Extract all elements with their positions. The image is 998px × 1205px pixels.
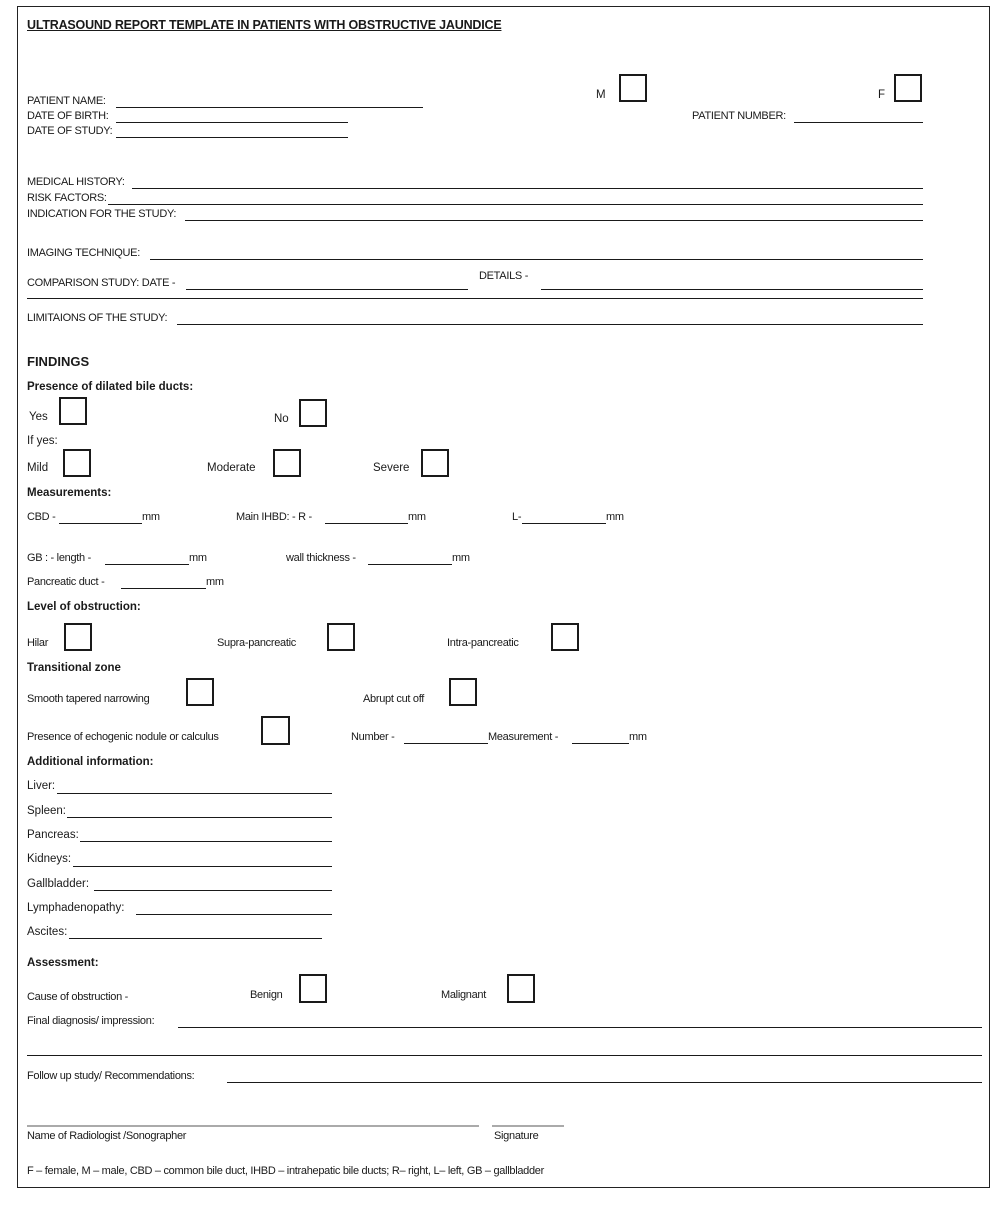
wall-thickness-field[interactable] bbox=[368, 564, 452, 565]
patient-name-field[interactable] bbox=[116, 107, 423, 108]
sex-male-checkbox[interactable] bbox=[619, 74, 647, 102]
ihbd-right-field[interactable] bbox=[325, 523, 408, 524]
gb-length-unit: mm bbox=[189, 552, 207, 564]
severity-severe-label: Severe bbox=[373, 462, 410, 474]
risk-factors-field[interactable] bbox=[108, 204, 923, 205]
ascites-label: Ascites: bbox=[27, 926, 68, 938]
indication-field[interactable] bbox=[185, 220, 923, 221]
malignant-label: Malignant bbox=[441, 989, 486, 1001]
date-of-birth-label: DATE OF BIRTH: bbox=[27, 110, 109, 122]
cbd-field[interactable] bbox=[59, 523, 142, 524]
comparison-date-field[interactable] bbox=[186, 289, 468, 290]
radiologist-name-field[interactable] bbox=[27, 1125, 479, 1127]
imaging-technique-label: IMAGING TECHNIQUE: bbox=[27, 247, 140, 259]
severity-moderate-checkbox[interactable] bbox=[273, 449, 301, 477]
ihbd-left-field[interactable] bbox=[522, 523, 606, 524]
spleen-label: Spleen: bbox=[27, 805, 67, 817]
ihbd-left-unit: mm bbox=[606, 511, 624, 523]
kidneys-field[interactable] bbox=[73, 866, 332, 867]
nodule-measurement-unit: mm bbox=[629, 731, 647, 743]
pancreatic-duct-field[interactable] bbox=[121, 588, 206, 589]
final-diagnosis-label: Final diagnosis/ impression: bbox=[27, 1015, 155, 1027]
severity-mild-checkbox[interactable] bbox=[63, 449, 91, 477]
ihbd-right-label: Main IHBD: - R - bbox=[236, 511, 312, 523]
obstruction-intra-pancreatic-checkbox[interactable] bbox=[551, 623, 579, 651]
comparison-details-field-line2[interactable] bbox=[27, 298, 923, 299]
dilated-bile-ducts-heading: Presence of dilated bile ducts: bbox=[27, 381, 194, 393]
patient-name-label: PATIENT NAME: bbox=[27, 95, 106, 107]
nodule-number-field[interactable] bbox=[404, 743, 488, 744]
sex-female-label: F bbox=[878, 89, 886, 101]
lymphadenopathy-field[interactable] bbox=[136, 914, 332, 915]
signature-field[interactable] bbox=[492, 1125, 564, 1127]
nodule-measurement-field[interactable] bbox=[572, 743, 629, 744]
transitional-zone-heading: Transitional zone bbox=[27, 662, 121, 674]
signature-label: Signature bbox=[494, 1130, 539, 1142]
radiologist-name-label: Name of Radiologist /Sonographer bbox=[27, 1130, 187, 1142]
dilated-no-checkbox[interactable] bbox=[299, 399, 327, 427]
gb-length-field[interactable] bbox=[105, 564, 189, 565]
ihbd-left-label: L- bbox=[512, 511, 522, 523]
severity-moderate-label: Moderate bbox=[207, 462, 256, 474]
cbd-unit: mm bbox=[142, 511, 160, 523]
follow-up-label: Follow up study/ Recommendations: bbox=[27, 1070, 195, 1082]
liver-field[interactable] bbox=[57, 793, 332, 794]
obstruction-supra-pancreatic-label: Supra-pancreatic bbox=[217, 637, 296, 649]
benign-label: Benign bbox=[250, 989, 283, 1001]
abrupt-cut-off-checkbox[interactable] bbox=[449, 678, 477, 706]
report-form bbox=[17, 6, 990, 1188]
comparison-date-label: COMPARISON STUDY: DATE - bbox=[27, 277, 176, 289]
pancreatic-duct-label: Pancreatic duct - bbox=[27, 576, 105, 588]
echogenic-nodule-label: Presence of echogenic nodule or calculus bbox=[27, 731, 219, 743]
imaging-technique-field[interactable] bbox=[150, 259, 923, 260]
findings-heading: FINDINGS bbox=[27, 354, 90, 369]
obstruction-hilar-checkbox[interactable] bbox=[64, 623, 92, 651]
smooth-tapered-label: Smooth tapered narrowing bbox=[27, 693, 150, 705]
liver-label: Liver: bbox=[27, 780, 56, 792]
gallbladder-field[interactable] bbox=[94, 890, 332, 891]
smooth-tapered-checkbox[interactable] bbox=[186, 678, 214, 706]
gallbladder-label: Gallbladder: bbox=[27, 878, 90, 890]
abbreviations-footnote: F – female, M – male, CBD – common bile duct, IHBD – intrahepatic bile ducts; R– right, L– left, GB – gallbladder bbox=[27, 1165, 544, 1177]
malignant-checkbox[interactable] bbox=[507, 974, 535, 1003]
ihbd-right-unit: mm bbox=[408, 511, 426, 523]
additional-info-heading: Additional information: bbox=[27, 756, 154, 768]
echogenic-nodule-checkbox[interactable] bbox=[261, 716, 290, 745]
wall-thickness-unit: mm bbox=[452, 552, 470, 564]
indication-label: INDICATION FOR THE STUDY: bbox=[27, 208, 177, 220]
wall-thickness-label: wall thickness - bbox=[286, 552, 356, 564]
kidneys-label: Kidneys: bbox=[27, 853, 72, 865]
sex-female-checkbox[interactable] bbox=[894, 74, 922, 102]
limitations-label: LIMITAIONS OF THE STUDY: bbox=[27, 312, 168, 324]
lymphadenopathy-label: Lymphadenopathy: bbox=[27, 902, 125, 914]
pancreas-label: Pancreas: bbox=[27, 829, 79, 841]
comparison-details-field[interactable] bbox=[541, 289, 923, 290]
dilated-yes-checkbox[interactable] bbox=[59, 397, 87, 425]
obstruction-hilar-label: Hilar bbox=[27, 637, 49, 649]
severity-mild-label: Mild bbox=[27, 462, 49, 474]
nodule-number-label: Number - bbox=[351, 731, 395, 743]
dilated-yes-label: Yes bbox=[29, 411, 48, 423]
limitations-field[interactable] bbox=[177, 324, 923, 325]
pancreas-field[interactable] bbox=[80, 841, 332, 842]
ascites-field[interactable] bbox=[69, 938, 322, 939]
measurements-heading: Measurements: bbox=[27, 487, 112, 499]
obstruction-heading: Level of obstruction: bbox=[27, 601, 141, 613]
severity-severe-checkbox[interactable] bbox=[421, 449, 449, 477]
benign-checkbox[interactable] bbox=[299, 974, 327, 1003]
date-of-birth-field[interactable] bbox=[116, 122, 348, 123]
comparison-details-label: DETAILS - bbox=[479, 270, 529, 282]
sex-male-label: M bbox=[596, 89, 606, 101]
abrupt-cut-off-label: Abrupt cut off bbox=[363, 693, 425, 705]
risk-factors-label: RISK FACTORS: bbox=[27, 192, 107, 204]
pancreatic-duct-unit: mm bbox=[206, 576, 224, 588]
obstruction-supra-pancreatic-checkbox[interactable] bbox=[327, 623, 355, 651]
cause-of-obstruction-label: Cause of obstruction - bbox=[27, 991, 129, 1003]
medical-history-label: MEDICAL HISTORY: bbox=[27, 176, 125, 188]
form-title: ULTRASOUND REPORT TEMPLATE IN PATIENTS WITH OBSTRUCTIVE JAUNDICE bbox=[27, 18, 502, 32]
if-yes-label: If yes: bbox=[27, 435, 58, 447]
dilated-no-label: No bbox=[274, 413, 289, 425]
medical-history-field[interactable] bbox=[132, 188, 923, 189]
follow-up-field[interactable] bbox=[227, 1082, 982, 1083]
nodule-measurement-label: Measurement - bbox=[488, 731, 559, 743]
final-diagnosis-field[interactable] bbox=[178, 1027, 982, 1028]
cbd-label: CBD - bbox=[27, 511, 56, 523]
final-diagnosis-field-line2[interactable] bbox=[27, 1055, 982, 1056]
assessment-heading: Assessment: bbox=[27, 957, 99, 969]
date-of-study-label: DATE OF STUDY: bbox=[27, 125, 113, 137]
gb-length-label: GB : - length - bbox=[27, 552, 91, 564]
obstruction-intra-pancreatic-label: Intra-pancreatic bbox=[447, 637, 519, 649]
patient-number-label: PATIENT NUMBER: bbox=[692, 110, 786, 122]
date-of-study-field[interactable] bbox=[116, 137, 348, 138]
spleen-field[interactable] bbox=[67, 817, 332, 818]
patient-number-field[interactable] bbox=[794, 122, 923, 123]
